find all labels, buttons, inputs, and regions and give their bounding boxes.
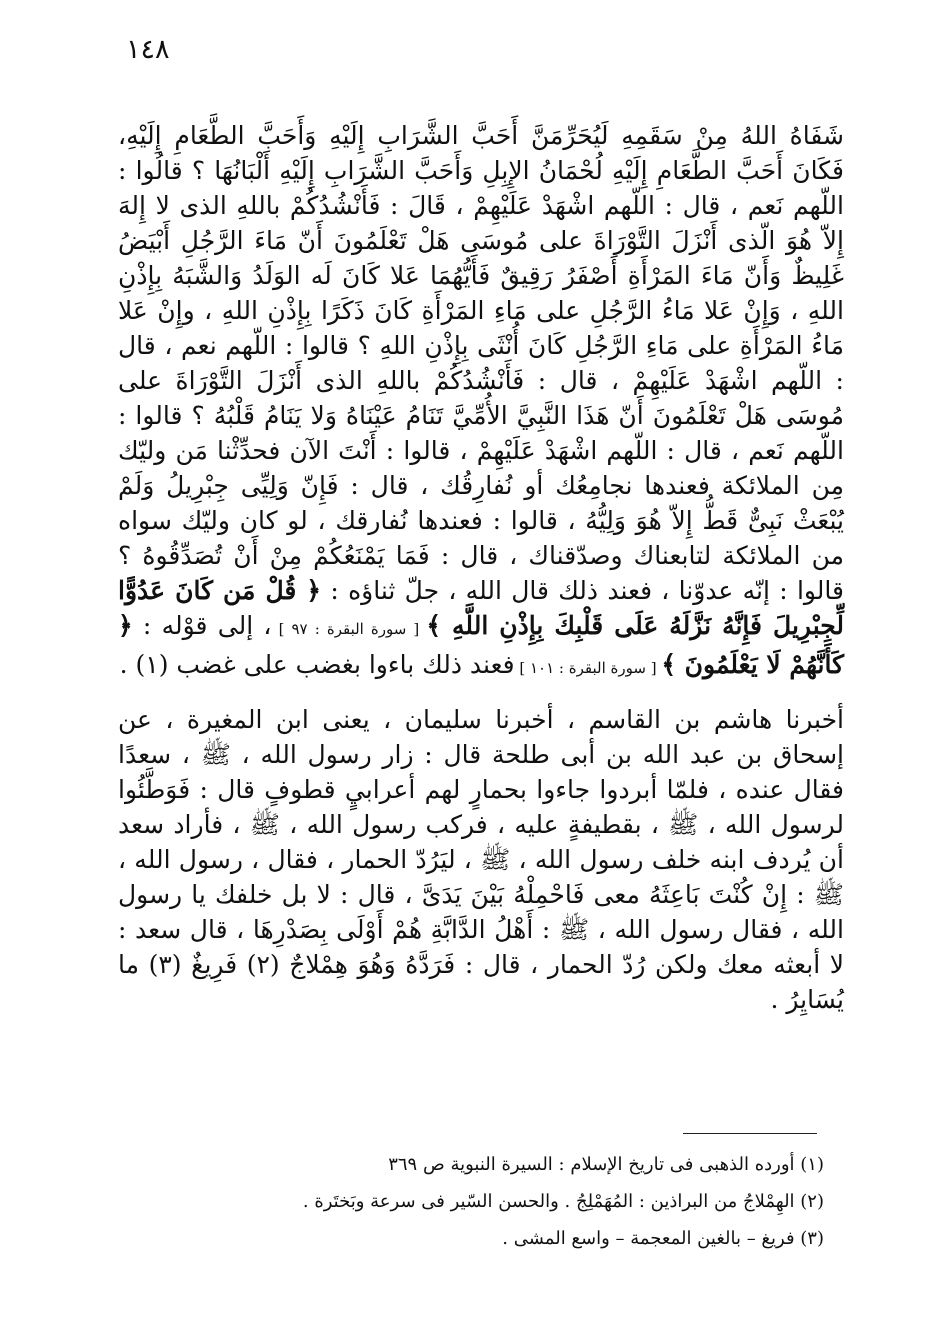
paragraph-1 [118, 118, 844, 686]
surah-reference-2: [ سورة البقرة : ١٠١ ] [514, 659, 662, 677]
footnote-2: (٢) الهِمْلاجُ من البراذين : المُهَمْلِجُ . والحسن السّير فى سرعة وبَختَرة . [302, 1191, 824, 1212]
footnote-1: (١) أورده الذهبى فى تاريخ الإسلام : السيرة النبوية ص ٣٦٩ [388, 1154, 824, 1175]
footnotes [264, 1150, 824, 1261]
footnote-separator [683, 1133, 817, 1134]
page-number: ١٤٨ [126, 34, 170, 65]
paragraph-1-text-b: ، إلى قوْله : [132, 611, 272, 640]
quran-verse-2: ﴿ كَأَنَّهُمْ لَا يَعْلَمُونَ ﴾ [118, 611, 844, 679]
main-text [118, 118, 844, 1017]
quran-verse-1: ﴿ قُلْ مَن كَانَ عَدُوًّا لِّجِبْرِيلَ فَإِنَّهُ نَزَّلَهُ عَلَى قَلْبِكَ بِإِذْنِ اللَّهِ ﴾ [118, 576, 844, 640]
paragraph-1-text-a: شَفَاهُ اللهُ مِنْ سَقَمِهِ لَيُحَرِّمَنَّ أَحَبَّ الشَّرَابِ إِلَيْهِ وَأَحَبَّ الطَّعَامِ إِلَيْهِ، فَكَانَ أَحَبَّ الطَّعَامِ إِلَيْهِ لُحْمَانُ الإِبِلِ وَأَحَبَّ الشَّرَابِ إِلَيْهِ أَلْبَانُهَا ؟ قالُوا : اللّهم نَعم ، قال : اللّهم اشْهَدْ عَلَيْهِمْ ، قَالَ : فَأَنْشُدُكُمْ باللهِ الذى لا إِلهَ إِلاّ هُوَ الّذى أَنْزَلَ التَّوْرَاةَ على مُوسَى هَلْ تَعْلَمُونَ أَنّ مَاءَ الرَّجُلِ أَبْيَضُ غَلِيظٌ وَأَنّ مَاءَ المَرْأَةِ أَصْفَرُ رَقِيقٌ فَأَيُّهُمَا عَلا كَانَ لَه الوَلَدُ وَالشَّبَهُ بِإِذْنِ اللهِ ، وَإِنْ عَلا مَاءُ الرَّجُلِ على مَاءِ المَرْأَةِ كَانَ ذَكَرًا بِإِذْنِ اللهِ ، وإِنْ عَلا مَاءُ المَرْأَةِ على مَاءِ الرَّجُلِ كَانَ أُنْثَى بِإِذْنِ اللهِ ؟ قالوا : اللّهم نعم ، قال : اللّهم اشْهَدْ عَلَيْهِمْ ، قال : فَأَنْشُدُكُمْ باللهِ الذى أَنْزَلَ التَّوْرَاةَ على مُوسَى هَلْ تَعْلَمُونَ أَنّ هَذَا النَّبِيَّ الأُمِّيَّ تَنَامُ عَيْنَاهُ وَلا يَنَامُ قَلْبُهُ ؟ قالوا : اللّهم نَعم ، قال : اللّهم اشْهَدْ عَلَيْهِمْ ، قالوا : أَنْتَ الآن فحدِّثْنا مَن وليّك مِن الملائكة فعندها نجامِعُك أو نُفارِقُك ، قال : فَإِنّ وَلِيِّى جِبْرِيلُ وَلَمْ يُبْعَثْ نَبِىٌّ قَطُّ إِلاّ هُوَ وَلِيُّهُ ، قالوا : فعندها نُفارقك ، لو كان وليّك سواه من الملائكة لتابعناك وصدّقناك ، قال : فَمَا يَمْنَعُكُمْ مِنْ أَنْ تُصَدِّقُوهُ ؟ قالوا : إنّه عدوّنا ، فعند ذلك قال الله ، جلّ ثناؤه : [118, 121, 845, 605]
paragraph-1-text-c: فعند ذلك باءوا بغضب على غضب (١) . [119, 650, 515, 679]
surah-reference-1: [ سورة البقرة : ٩٧ ] [271, 620, 427, 638]
paragraph-2: أخبرنا هاشم بن القاسم ، أخبرنا سليمان ، يعنى ابن المغيرة ، عن إسحاق بن عبد الله بن أبى طلحة قال : زار رسول الله ، ﷺ ، سعدًا فقال عنده ، فلمّا أبردوا جاءوا بحمارٍ لهم أعرابيٍ قطوفٍ قال : فَوَطَّئُوا لرسول الله ، ﷺ ، بقطيفةٍ عليه ، فركب رسول الله ، ﷺ ، فأراد سعد أن يُردف ابنه خلف رسول الله ، ﷺ ، ليَرُدّ الحمار ، فقال ، رسول الله ، ﷺ : إِنْ كُنْتَ بَاعِثَهُ معى فَاحْمِلْهُ بَيْنَ يَدَىَّ ، قال : لا بل خلفك يا رسول الله ، فقال رسول الله ، ﷺ : أَهْلُ الدَّابَّةِ هُمْ أَوْلَى بِصَدْرِهَا ، قال سعد : لا أبعثه معك ولكن رُدّ الحمار ، قال : فَرَدَّهُ وَهُوَ هِمْلاجٌ (٢) فَرِيغٌ (٣) ما يُسَايِرُ . [118, 705, 845, 1014]
footnote-3: (٣) فريغ – بالغين المعجمة – واسع المشى . [502, 1228, 824, 1249]
